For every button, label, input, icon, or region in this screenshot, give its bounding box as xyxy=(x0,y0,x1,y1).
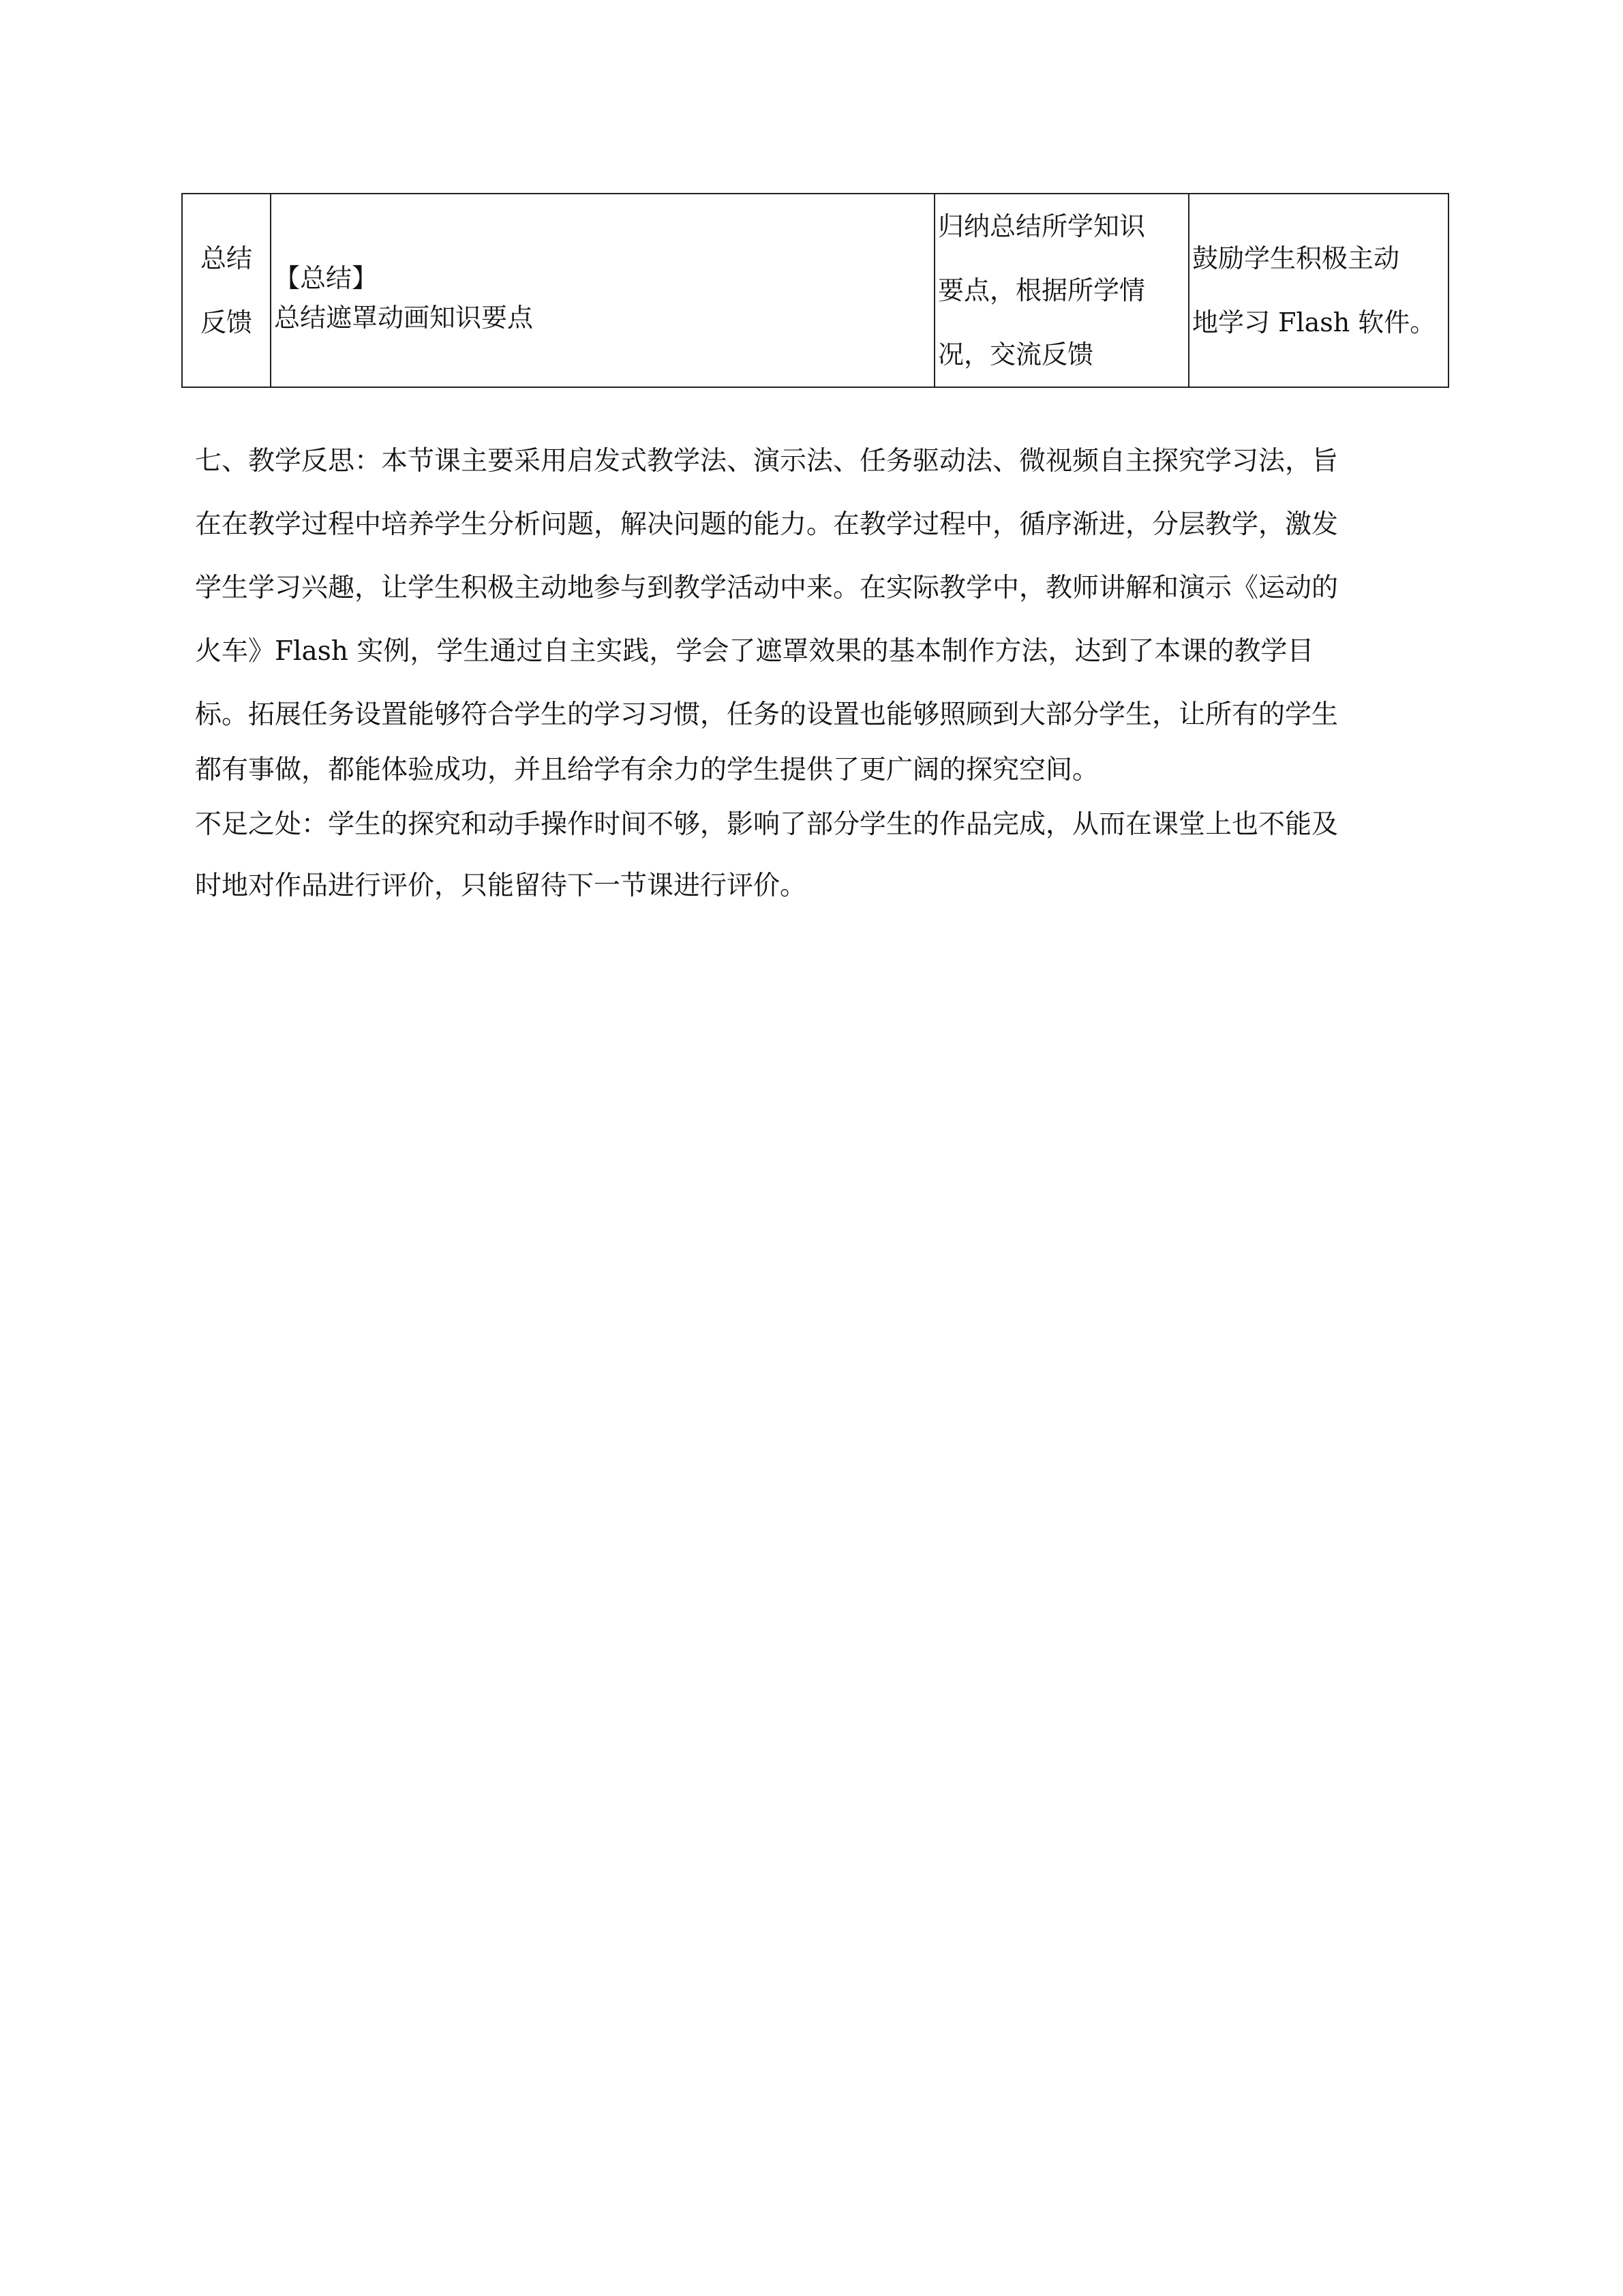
shortcomings-paragraph xyxy=(195,794,1429,917)
stage-label-line-2: 反馈 xyxy=(200,307,252,337)
teaching-reflection-section xyxy=(195,429,1429,917)
student-activity-line-3: 况，交流反馈 xyxy=(938,339,1094,369)
teaching-content-cell xyxy=(271,194,935,387)
stage-cell xyxy=(182,194,271,387)
design-intent-cell xyxy=(1189,194,1448,387)
reflection-line-5: 标。拓展任务设置能够符合学生的学习习惯，任务的设置也能够照顾到大部分学生，让所有的学生 xyxy=(195,699,1339,730)
reflection-line-1: 七、教学反思：本节课主要采用启发式教学法、演示法、任务驱动法、微视频自主探究学习法，旨 xyxy=(195,446,1339,477)
content-point: 总结遮罩动画知识要点 xyxy=(274,303,534,333)
student-activity-line-1: 归纳总结所学知识 xyxy=(938,211,1146,241)
content-heading: 【总结】 xyxy=(274,263,378,293)
reflection-line-3: 学生学习兴趣，让学生积极主动地参与到教学活动中来。在实际教学中，教师讲解和演示《运动的 xyxy=(195,573,1339,603)
table-row-summary xyxy=(182,194,1448,387)
student-activity-line-2: 要点，根据所学情 xyxy=(938,275,1146,305)
reflection-line-2: 在在教学过程中培养学生分析问题，解决问题的能力。在教学过程中，循序渐进，分层教学，激发 xyxy=(195,509,1339,540)
lesson-plan-table xyxy=(181,193,1449,388)
shortcomings-line-2: 时地对作品进行评价，只能留待下一节课进行评价。 xyxy=(195,871,807,901)
design-intent-line-2: 地学习 Flash 软件。 xyxy=(1192,307,1436,337)
reflection-line-4: 火车》Flash 实例，学生通过自主实践，学会了遮罩效果的基本制作方法，达到了本课的教学目 xyxy=(195,636,1314,667)
reflection-paragraph xyxy=(195,429,1429,794)
student-activity-cell xyxy=(935,194,1189,387)
stage-label-line-1: 总结 xyxy=(200,243,252,273)
design-intent-line-1: 鼓励学生积极主动 xyxy=(1192,243,1400,273)
reflection-line-6: 都有事做，都能体验成功，并且给学有余力的学生提供了更广阔的探究空间。 xyxy=(195,755,1099,785)
shortcomings-line-1: 不足之处：学生的探究和动手操作时间不够，影响了部分学生的作品完成，从而在课堂上也不能及 xyxy=(195,809,1339,840)
